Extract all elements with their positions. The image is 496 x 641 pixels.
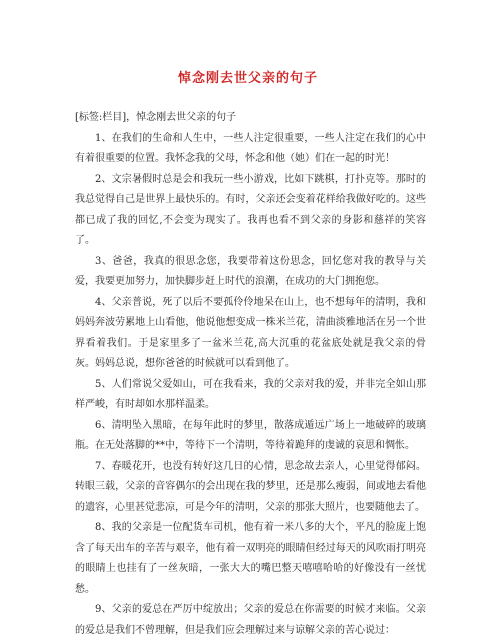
paragraph-4: 4、父亲普说，死了以后不要孤伶伶地呆在山上，也不想每年的清明，我和妈妈奔波劳累地上山看他，他说他想变成一株米兰花，清曲淡雅地活在另一个世界看着我们。于是家里多了一盆米兰花,高大沉重的花盆底处就是我父亲的骨灰。妈妈总说，想你爸爸的时候就可以看到他了。 bbox=[75, 296, 426, 369]
tag-line: [标签:栏目]，悼念刚去世父亲的句子 bbox=[75, 112, 237, 123]
paragraph-1: 1、在我们的生命和人生中，一些人注定很重要，一些人注定在我们的心中有着很重要的位置。我怀念我的父母，怀念和他（她）们在一起的时光！ bbox=[75, 132, 426, 164]
document-body bbox=[75, 108, 426, 641]
paragraph-5: 5、人们常说父爱如山，可在我看来，我的父亲对我的爱，并非完全如山那样严峻，有时却如水那样温柔。 bbox=[75, 378, 426, 410]
document-title: 悼念刚去世父亲的句子 bbox=[177, 71, 318, 86]
paragraph-9: 9、父亲的爱总在严厉中绽放出；父亲的爱总在你需要的时候才来临。父亲的爱总是我们不曾理解，但是我们应会理解过来与谅解父亲的苦心说过： bbox=[75, 604, 426, 636]
paragraph-2: 2、文宗暑假时总是会和我玩一些小游戏，比如下跳棋，打扑克等。那时的我总觉得自己是世界上最快乐的。有时，父亲还会变着花样给我做好吃的。这些都已成了我的回忆,不会变为现实了。我再也看不到父亲的身影和慈祥的笑容了。 bbox=[75, 173, 426, 246]
paragraph-6: 6、清明坠入黑暗，在每年此时的梦里，散落成遁远广场上一地破碎的玻璃瓶。在无处落脚的**中，等待下一个清明，等待着跪拜的虔诚的哀思和惆怅。 bbox=[75, 419, 426, 451]
paragraph-7: 7、春暖花开，也没有转好这几日的心情，思念故去亲人，心里觉得郁闷。转眼三载，父亲的音容偶尔的会出现在我的梦里，还是那么瘦弱，间或地去看他的遗容，心里甚觉悲凉，可是今年的清明，父亲的那张大照片，也要随他去了。 bbox=[75, 460, 426, 513]
paragraph-8: 8、我的父亲是一位配货车司机，他有着一米八多的大个，平凡的脸庞上饱含了每天出车的辛苦与艰辛，他有着一双明亮的眼睛但经过每天的风吹雨打明亮的眼睛上也挂有了一丝灰暗，一张大大的嘴巴整天嘻嘻哈哈的好像没有一丝忧愁。 bbox=[75, 522, 426, 595]
paragraph-3: 3、爸爸，我真的很思念您，我要带着这份思念，回忆您对我的教导与关爱，我要更加努力，加快脚步赶上时代的浪潮，在成功的大门拥抱您。 bbox=[75, 255, 426, 287]
